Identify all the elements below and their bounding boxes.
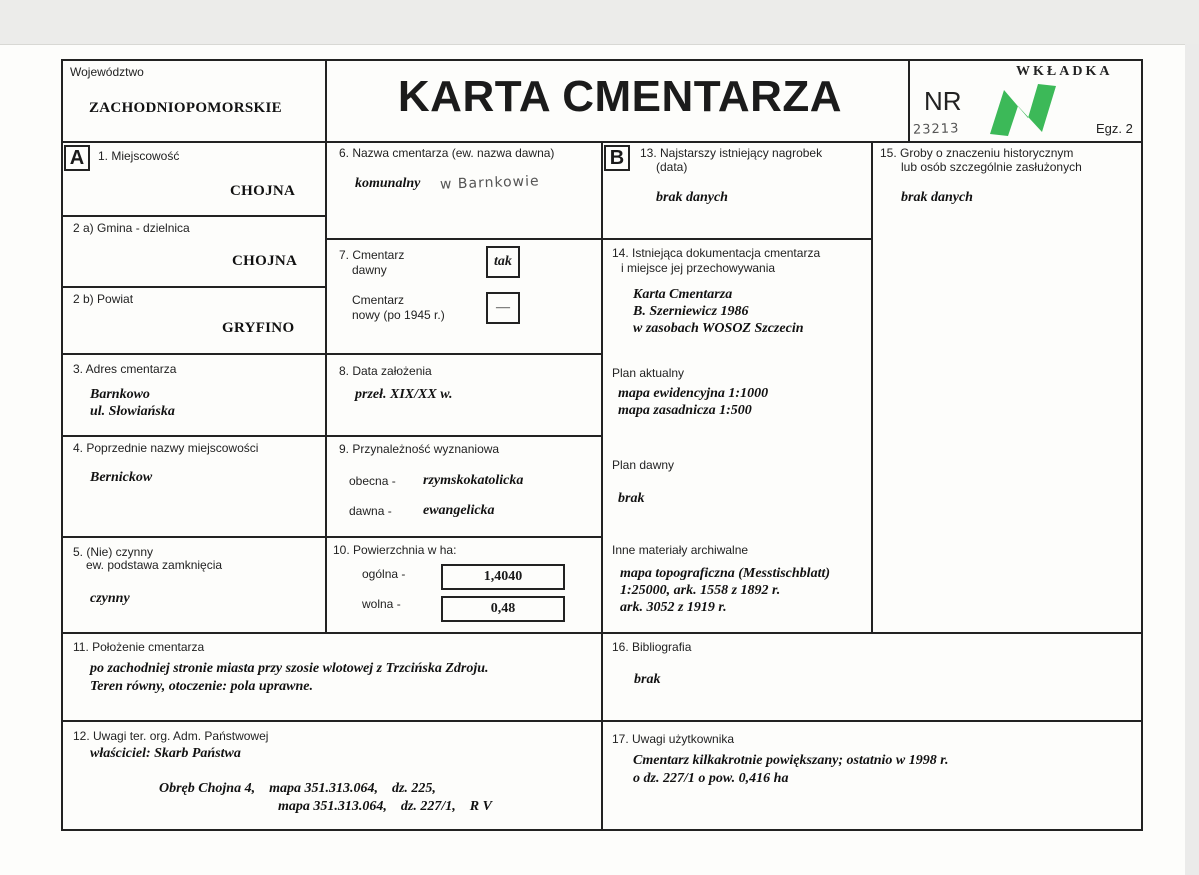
row-divider-a2 (61, 286, 326, 288)
field-2b-value: GRYFINO (222, 320, 295, 336)
insert-marker-icon (982, 76, 1064, 138)
field-10-label: 10. Powierzchnia w ha: (333, 543, 457, 557)
field-2a-label: 2 a) Gmina - dzielnica (73, 221, 190, 235)
section-b-letter: B (604, 145, 630, 171)
field-9-current-label: obecna - (349, 474, 396, 488)
field-9-label: 9. Przynależność wyznaniowa (339, 442, 500, 456)
field-17-line1: Cmentarz kilkakrotnie powiększany; ostatnio w 1998 r. (633, 753, 949, 768)
field-9-former-value: ewangelicka (423, 503, 495, 518)
field-7-label-line2: dawny (352, 263, 387, 277)
field-10-total-label: ogólna - (362, 567, 406, 581)
field-12-line1: Obręb Chojna 4, mapa 351.313.064, dz. 225, (159, 781, 436, 796)
plan-old-label: Plan dawny (612, 458, 675, 472)
row-divider-12 (61, 720, 1143, 722)
field-15-label-line1: 15. Groby o znaczeniu historycznym (880, 146, 1074, 160)
field-12-line2: mapa 351.313.064, dz. 227/1, R V (278, 799, 492, 814)
page-top-band (0, 0, 1199, 45)
field-6-handwritten: w Barnkowie (439, 173, 540, 193)
field-16-value: brak (634, 672, 661, 687)
nr-divider (908, 59, 910, 141)
field-15-value: brak danych (901, 190, 973, 205)
plan-old-value: brak (618, 491, 645, 506)
field-8-value: przeł. XIX/XX w. (355, 387, 453, 402)
field-6-label: 6. Nazwa cmentarza (ew. nazwa dawna) (339, 146, 555, 160)
field-14-value-line1: Karta Cmentarza (633, 287, 733, 302)
row-divider-a1 (61, 215, 326, 217)
field-11-value-line2: Teren równy, otoczenie: pola uprawne. (90, 679, 313, 694)
page-title: KARTA CMENTARZA (397, 72, 843, 121)
field-10-total-value: 1,4040 (441, 564, 565, 590)
field-3-value-line2: ul. Słowiańska (90, 404, 175, 419)
field-13-value: brak danych (656, 190, 728, 205)
row-divider-14 (601, 238, 872, 240)
insert-label: WKŁADKA (1016, 64, 1113, 79)
page-right-strip (1185, 44, 1199, 875)
field-7-new-label-line1: Cmentarz (352, 293, 405, 307)
archive-line1: mapa topograficzna (Messtischblatt) (620, 566, 831, 581)
field-5-label-line2: ew. podstawa zamknięcia (86, 558, 223, 572)
col-divider-2 (601, 141, 603, 831)
field-3-value-line1: Barnkowo (90, 387, 150, 402)
field-1-label: 1. Miejscowość (98, 149, 180, 163)
row-divider-5 (61, 536, 602, 538)
field-14-value-line2: B. Szerniewicz 1986 (633, 304, 749, 319)
field-5-label-line1: 5. (Nie) czynny (73, 545, 154, 559)
field-2a-value: CHOJNA (232, 253, 298, 269)
field-3-label: 3. Adres cmentarza (73, 362, 177, 376)
field-6-value: komunalny (355, 176, 421, 191)
row-divider-3 (61, 353, 602, 355)
archive-line2: 1:25000, ark. 1558 z 1892 r. (620, 583, 781, 598)
col-divider-1 (325, 59, 327, 633)
field-7-label-line1: 7. Cmentarz (339, 248, 405, 262)
field-7-new-checkbox: — (486, 292, 520, 324)
row-divider-4 (61, 435, 602, 437)
field-13-label-line1: 13. Najstarszy istniejący nagrobek (640, 146, 823, 160)
nr-label: NR (924, 86, 962, 116)
archive-label: Inne materiały archiwalne (612, 543, 749, 557)
row-divider-11 (61, 632, 1143, 634)
field-5-value: czynny (90, 591, 130, 606)
field-10-free-label: wolna - (362, 597, 401, 611)
field-15-label-line2: lub osób szczególnie zasłużonych (901, 160, 1082, 174)
row-divider-7 (325, 238, 602, 240)
plan-current-line1: mapa ewidencyjna 1:1000 (618, 386, 769, 401)
field-1-value: CHOJNA (230, 183, 296, 199)
field-8-label: 8. Data założenia (339, 364, 432, 378)
archive-line3: ark. 3052 z 1919 r. (620, 600, 727, 615)
field-14-value-line3: w zasobach WOSOZ Szczecin (633, 321, 804, 336)
field-17-label: 17. Uwagi użytkownika (612, 732, 735, 746)
field-7-new-label-line2: nowy (po 1945 r.) (352, 308, 445, 322)
field-14-label-line2: i miejsce jej przechowywania (621, 261, 776, 275)
field-4-value: Bernickow (90, 470, 153, 485)
field-12-owner: właściciel: Skarb Państwa (90, 746, 241, 761)
field-12-label: 12. Uwagi ter. org. Adm. Państwowej (73, 729, 269, 743)
field-13-label-line2: (data) (656, 160, 688, 174)
section-a-letter: A (64, 145, 90, 171)
field-2b-label: 2 b) Powiat (73, 292, 134, 306)
plan-current-label: Plan aktualny (612, 366, 685, 380)
voivodeship-value: ZACHODNIOPOMORSKIE (89, 100, 282, 116)
copy-label: Egz. 2 (1096, 121, 1133, 136)
field-7-old-checkbox: tak (486, 246, 520, 278)
voivodeship-label: Województwo (70, 65, 144, 79)
field-4-label: 4. Poprzednie nazwy miejscowości (73, 441, 259, 455)
field-14-label-line1: 14. Istniejąca dokumentacja cmentarza (612, 246, 821, 260)
field-17-line2: o dz. 227/1 o pow. 0,416 ha (633, 771, 789, 786)
col-divider-3 (871, 141, 873, 633)
field-11-value-line1: po zachodniej stronie miasta przy szosie wlotowej z Trzcińska Zdroju. (90, 661, 489, 676)
field-11-label: 11. Położenie cmentarza (73, 640, 205, 654)
field-16-label: 16. Bibliografia (612, 640, 692, 654)
nr-handwritten: 23213 (912, 121, 960, 138)
plan-current-line2: mapa zasadnicza 1:500 (618, 403, 752, 418)
field-10-free-value: 0,48 (441, 596, 565, 622)
field-9-former-label: dawna - (349, 504, 392, 518)
field-9-current-value: rzymskokatolicka (423, 473, 524, 488)
